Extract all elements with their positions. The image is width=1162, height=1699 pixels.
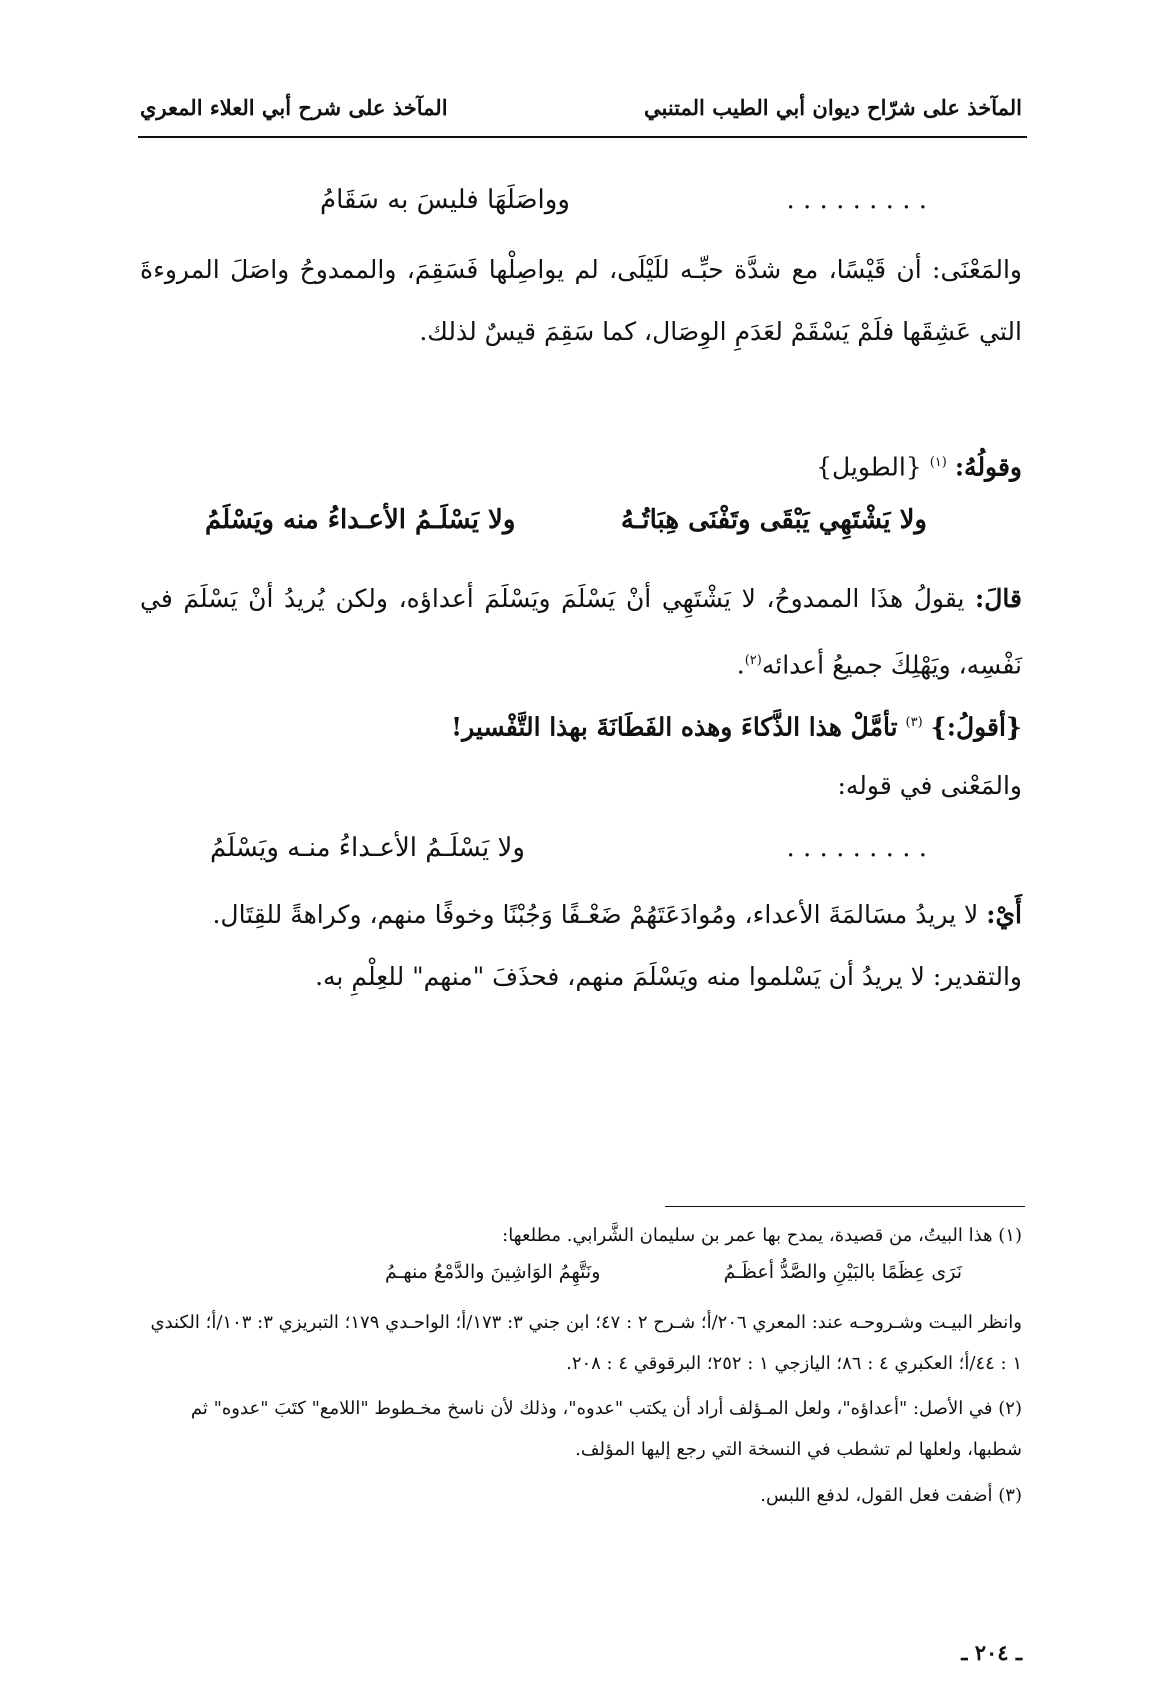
meter-name: {الطويل} (816, 452, 922, 482)
qala-text: يقولُ هذَا الممدوحُ، لا يَشْتَهِي أنْ يَسْلَمَ ويَسْلَمَ أعداؤه، ولكن يُريدُ أنْ يَسْلَمَ في نَفْسِه، ويَهْلِكَ جميعُ أعدائه (140, 584, 1022, 680)
verse-2-first-hemistich: ولا يَشْتَهِي يَبْقَى وتَفْنَى هِبَاتُـهُ (620, 505, 927, 535)
footnote-1-verse-first-hemistich: نَرَى عِظَمًا بالبَيْنِ والصَّدُّ أعظَـمُ (723, 1261, 962, 1283)
verse-2-second-hemistich: ولا يَسْلَـمُ الأعـداءُ منه ويَسْلَمُ (205, 505, 516, 535)
running-header-book-title: المآخذ على شرّاح ديوان أبي الطيب المتنبي (644, 95, 1022, 120)
footnote-ref-1: (١) (929, 455, 947, 470)
page-number: ـ ٢٠٤ ـ (961, 1640, 1022, 1665)
taqdir-paragraph: والتقدير: لا يريدُ أن يَسْلموا منه ويَسْلَمَ منهم، فحذَفَ "منهم" للعِلْمِ به. (315, 962, 1022, 991)
verse-1-second-hemistich: وواصَلَهَا فليسَ به سَقَامُ (320, 185, 570, 215)
ay-label: أَيْ: (986, 900, 1022, 929)
footnote-ref-3: (٣) (905, 715, 923, 730)
author-remark (140, 692, 1022, 758)
verse-2-intro (140, 432, 1022, 498)
ay-text: لا يريدُ مسَالمَةَ الأعداء، ومُوادَعَتَهُمْ ضَعْـفًا وَجُبْنًا وخوفًا منهم، وكراهةً للقِتَال. (212, 900, 979, 929)
footnote-divider (665, 1206, 1025, 1207)
verse-3 (210, 833, 927, 873)
footnote-1-sources: وانظر البيـت وشـروحـه عند: المعري ٢٠٦/أ؛ شـرح ٢ : ٤٧؛ ابن جني ٣: ١٧٣/أ؛ الواحـدي ١٧٩؛ التبريزي ٣: ١٠٣/أ؛ الكندي ١ : ٤٤/أ؛ العكبري ٤ : ٨٦؛ اليازجي ١ : ٢٥٢؛ البرقوقي ٤ : ٢٠٨. (150, 1312, 1022, 1374)
verse-2-intro-label: وقولُهُ: (954, 452, 1022, 482)
verse-3-first-hemistich: . . . . . . . . . (786, 833, 927, 863)
verse-1-first-hemistich: . . . . . . . . . (786, 185, 927, 215)
verse-3-second-hemistich: ولا يَسْلَـمُ الأعـداءُ منـه ويَسْلَمُ (210, 833, 525, 863)
commentary-qala: قالَ: يقولُ هذَا الممدوحُ، لا يَشْتَهِي أنْ يَسْلَمَ ويَسْلَمَ أعداؤه، ولكن يُريدُ أنْ يَسْلَمَ في نَفْسِه، ويَهْلِكَ جميعُ أعدائه$^{(٢)}$. (140, 584, 1022, 680)
footnote-1-verse-second-hemistich: ونَتَّهِمُ الوَاشِينَ والدَّمْعُ منهـمُ (385, 1261, 601, 1283)
qala-label: قالَ: (975, 584, 1022, 613)
header-divider (138, 136, 1027, 138)
meaning-paragraph-1: والمَعْنَى: أن قَيْسًا، مع شدَّة حبِّـه للَيْلَى، لم يواصِلْها فَسَقِمَ، والممدوحُ واصَلَ المروءةَ التي عَشِقَها فلَمْ يَسْقَمْ لعَدَمِ الوِصَال، كما سَقِمَ قيسٌ لذلك. (140, 255, 1022, 346)
aqulu-text: تأمَّلْ هذا الذَّكاءَ وهذه الفَطَانَةَ بهذا التَّفْسير! (451, 712, 898, 742)
footnote-ref-2: (٢) (744, 653, 762, 668)
verse-2 (205, 505, 927, 545)
meaning-ay (140, 884, 1022, 946)
running-header-section-title: المآخذ على شرح أبي العلاء المعري (140, 95, 448, 120)
aqulu-label: {أقولُ:} (930, 712, 1022, 742)
verse-1 (320, 185, 927, 225)
footnote-3: (٣) أضفت فعل القول، لدفع اللبس. (760, 1485, 1022, 1506)
footnote-2: (٢) في الأصل: "أعداؤه"، ولعل المـؤلف أراد أن يكتب "عدوه"، وذلك لأن ناسخ مخـطوط "اللامع" كتَبَ "عدوه" ثم شطبها، ولعلها لم تشطب في النسخة التي رجع إليها المؤلف. (190, 1398, 1022, 1460)
footnote-1-intro: (١) هذا البيتُ، من قصيدة، يمدح بها عمر بن سليمان الشَّرابي. مطلعها: (502, 1225, 1022, 1246)
meaning-intro: والمَعْنى في قوله: (837, 771, 1022, 800)
